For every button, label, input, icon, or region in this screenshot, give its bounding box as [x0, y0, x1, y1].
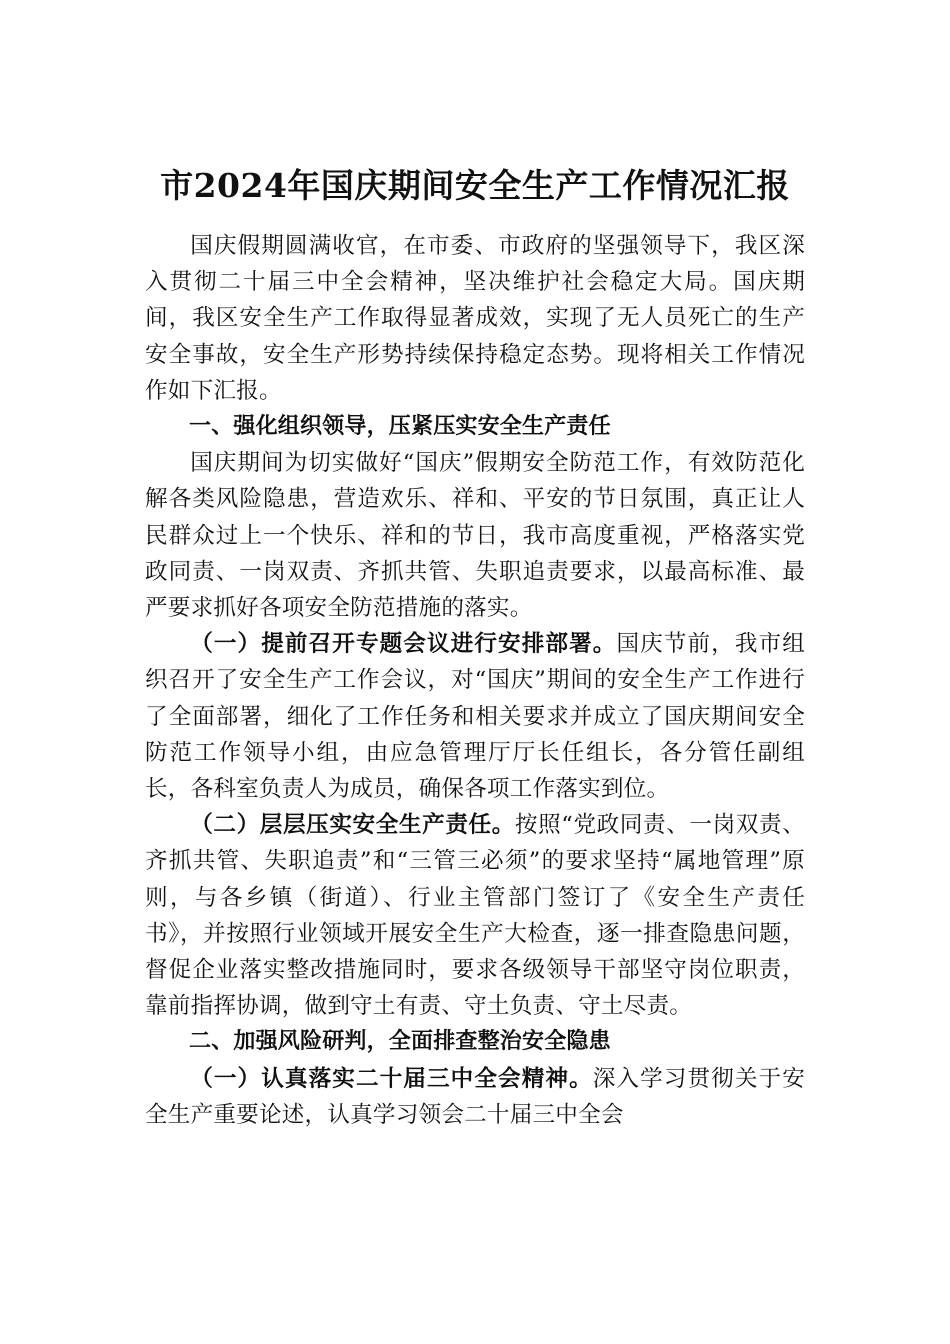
- section-2-heading: 二、加强风险研判，全面排查整治安全隐患: [189, 1029, 611, 1055]
- section-2-item-1: [145, 1061, 805, 1133]
- document-body: [145, 228, 805, 1133]
- document-title: 市2024年国庆期间安全生产工作情况汇报: [160, 166, 790, 205]
- section-1-item-2-text: 按照“党政同责、一岗双责、齐抓共管、失职追责”和“三管三必须”的要求坚持“属地管理”原则，与各乡镇（街道）、行业主管部门签订了《安全生产责任书》，并按照行业领域开展安全生产大检查，逐一排查隐患问题，督促企业落实整改措施同时，要求各级领导干部坚守岗位职责，靠前指挥协调，做到守土有责、守土负责、守土尽责。: [145, 812, 805, 1020]
- section-2-item-1-lead: （一）认真落实二十届三中全会精神。: [190, 1065, 593, 1092]
- section-1-item-1: [145, 626, 805, 807]
- section-1-heading: 一、强化组织领导，压紧压实安全生产责任: [189, 414, 611, 440]
- intro-paragraph: 国庆假期圆满收官，在市委、市政府的坚强领导下，我区深入贯彻二十届三中全会精神，坚决维护社会稳定大局。国庆期间，我区安全生产工作取得显著成效，实现了无人员死亡的生产安全事故，安全生产形势持续保持稳定态势。现将相关工作情况作如下汇报。: [145, 233, 805, 404]
- section-2-item-1-text: 深入学习贯彻关于安全生产重要论述，认真学习领会二十届三中全会: [145, 1065, 805, 1128]
- section-1-paragraph: 国庆期间为切实做好“国庆”假期安全防范工作，有效防范化解各类风险隐患，营造欢乐、祥和、平安的节日氛围，真正让人民群众过上一个快乐、祥和的节日，我市高度重视，严格落实党政同责、一岗双责、齐抓共管、失职追责要求，以最高标准、最严要求抓好各项安全防范措施的落实。: [145, 450, 805, 622]
- section-1-item-2: [145, 807, 805, 1024]
- section-1-item-1-lead: （一）提前召开专题会议进行安排部署。: [190, 631, 617, 658]
- section-1-item-2-lead: （二）层层压实安全生产责任。: [190, 812, 515, 839]
- section-1-item-1-text: 国庆节前，我市组织召开了安全生产工作会议，对“国庆”期间的安全生产工作进行了全面部署，细化了工作任务和相关要求并成立了国庆期间安全防范工作领导小组，由应急管理厅厅长任组长，各分管任副组长，各科室负责人为成员，确保各项工作落实到位。: [145, 631, 805, 803]
